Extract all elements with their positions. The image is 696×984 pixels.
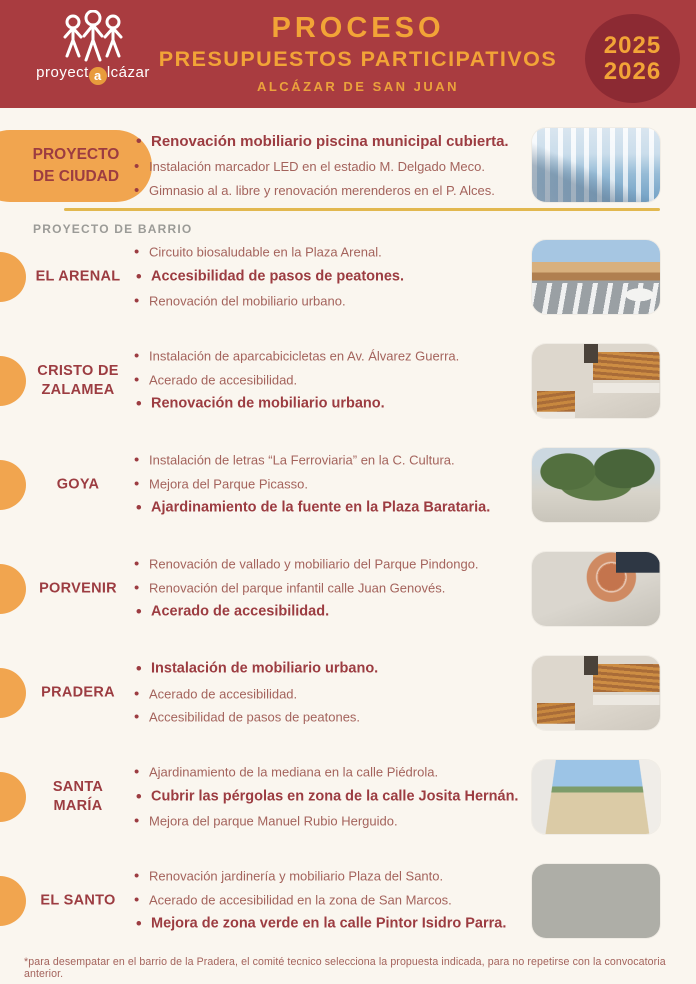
orange-bump-decoration [0,668,26,718]
proposal-item: • Acerado de accesibilidad en la zona de San Marcos. [132,891,534,909]
proposal-item: • Instalación de letras “La Ferroviaria” en la C. Cultura. [132,452,534,470]
barrio-section-pradera [0,641,696,745]
photo-pradera [532,656,660,730]
logo-wordmark: proyect a lcázar [36,64,150,83]
city-items-list [132,126,532,205]
poster-subtitle: ALCÁZAR DE SAN JUAN [256,79,460,94]
proposal-item: • Renovación jardinería y mobiliario Plaza del Santo. [132,868,534,886]
barrio-name-porvenir: PORVENIR [39,580,117,597]
photo-el-santo [532,864,660,938]
proposal-item: • Mejora del Parque Picasso. [132,475,534,493]
barrio-name-el-arenal: EL ARENAL [35,268,121,285]
barrio-section-heading: PROYECTO DE BARRIO [33,222,193,236]
highlighted-proposal-item: • Renovación de mobiliario urbano. [132,395,534,415]
gold-divider [64,208,660,211]
orange-bump-decoration [0,876,26,926]
highlighted-proposal-item: • Cubrir las pérgolas en zona de la calle Josita Hernán. [132,787,534,807]
proposal-item: • Circuito biosaludable en la Plaza Arenal. [132,244,534,262]
barrio-name-pradera: PRADERA [41,684,115,701]
barrio-name-cristo-de-zalamea: CRISTO DE ZALAMEA [37,363,119,398]
proposal-item: • Acerado de accesibilidad. [132,371,534,389]
highlighted-proposal-item: • Ajardinamiento de la fuente en la Plaza Barataria. [132,499,534,519]
proposal-item: • Gimnasio al a. libre y renovación merenderos en el P. Alces. [132,182,532,200]
barrio-items-list [132,758,534,837]
orange-bump-decoration [0,460,26,510]
orange-bump-decoration [0,772,26,822]
header-titles [150,12,566,94]
proposal-item: • Renovación de vallado y mobiliario del Parque Pindongo. [132,556,534,574]
photo-goya [532,448,660,522]
highlighted-proposal-item: • Accesibilidad de pasos de peatones. [132,267,534,287]
proposal-item: • Mejora del parque Manuel Rubio Herguido. [132,813,534,831]
photo-cristo-de-zalamea [532,344,660,418]
orange-bump-decoration [0,252,26,302]
barrio-name-el-santo: EL SANTO [40,892,116,909]
barrio-section-cristo-de-zalamea [0,329,696,433]
people-icon [51,10,135,66]
barrio-items-list [132,654,534,733]
barrio-name-santa-maria: SANTA MARÍA [52,779,104,814]
proposal-item: • Acerado de accesibilidad. [132,685,534,703]
barrio-items-list [132,550,534,629]
barrio-sections [0,225,696,953]
photo-porvenir [532,552,660,626]
highlighted-proposal-item: • Acerado de accesibilidad. [132,603,534,623]
proposal-item: • Instalación de aparcabicicletas en Av. Álvarez Guerra. [132,348,534,366]
proposal-item: • Ajardinamiento de la mediana en la calle Piédrola. [132,764,534,782]
barrio-section-santa-maria [0,745,696,849]
proposal-item: • Accesibilidad de pasos de peatones. [132,709,534,727]
poster-title-line2: PRESUPUESTOS PARTICIPATIVOS [158,47,558,71]
barrio-items-list [132,446,534,525]
barrio-items-list [132,862,534,941]
barrio-section-el-santo [0,849,696,953]
header-banner [0,0,696,108]
proposal-item: • Instalación marcador LED en el estadio M. Delgado Meco. [132,158,532,176]
photo-el-arenal [532,240,660,314]
section-label-proyecto-de-ciudad [0,130,152,202]
year-2025: 2025 [603,31,662,59]
orange-bump-decoration [0,564,26,614]
years-badge [585,14,680,103]
city-pill-label: PROYECTO DE CIUDAD [32,145,120,185]
highlighted-proposal-item: • Renovación mobiliario piscina municipal cubierta. [132,132,532,152]
poster-title-line1: PROCESO [271,12,445,44]
highlighted-proposal-item: • Mejora de zona verde en la calle Pintor Isidro Parra. [132,915,534,935]
logo-a-badge: a [89,67,107,85]
barrio-section-goya [0,433,696,537]
proposal-item: • Renovación del mobiliario urbano. [132,293,534,311]
orange-bump-decoration [0,356,26,406]
footnote: *para desempatar en el barrio de la Pradera, el comité tecnico selecciona la propuesta indicada, para no repetirse con la convocatoria anterior. [24,956,666,980]
photo-piscina-municipal [532,128,660,202]
proposal-item: • Renovación del parque infantil calle Juan Genovés. [132,579,534,597]
barrio-section-porvenir [0,537,696,641]
logo-proyecta-alcazar [28,10,158,102]
barrio-name-goya: GOYA [56,476,100,493]
highlighted-proposal-item: • Instalación de mobiliario urbano. [132,660,534,680]
barrio-items-list [132,342,534,421]
barrio-section-el-arenal [0,225,696,329]
barrio-items-list [132,238,534,317]
photo-santa-maria [532,760,660,834]
year-2026: 2026 [603,57,662,85]
